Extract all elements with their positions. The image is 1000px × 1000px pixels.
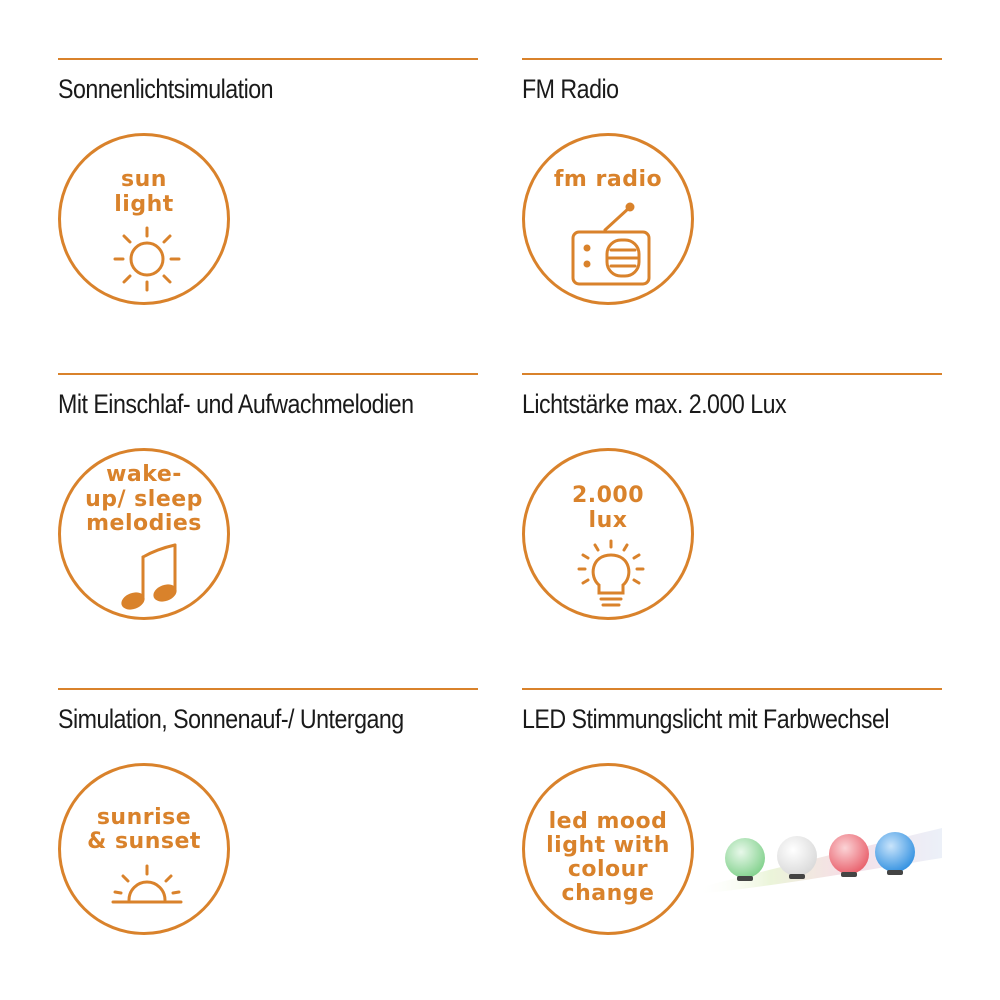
badge-line: sun bbox=[121, 167, 167, 192]
badge-line: light with bbox=[546, 833, 670, 858]
divider bbox=[58, 688, 478, 690]
feature-caption: FM Radio bbox=[522, 74, 619, 104]
badge-line: change bbox=[561, 881, 655, 906]
feature-badge bbox=[522, 448, 694, 620]
music-note-icon bbox=[61, 541, 233, 613]
divider bbox=[522, 373, 942, 375]
light-bulb-icon bbox=[525, 539, 697, 615]
feature-badge bbox=[522, 133, 694, 305]
divider bbox=[58, 373, 478, 375]
badge-line: & sunset bbox=[87, 829, 201, 854]
feature-caption: Sonnenlichtsimulation bbox=[58, 74, 274, 104]
feature-fm-radio bbox=[522, 58, 942, 358]
feature-brightness bbox=[522, 373, 942, 673]
badge-line: lux bbox=[588, 508, 628, 533]
feature-sunrise-sunset bbox=[58, 688, 478, 988]
feature-melodies bbox=[58, 373, 478, 673]
badge-line: led mood bbox=[548, 809, 668, 834]
badge-line: light bbox=[114, 192, 174, 217]
sun-icon bbox=[61, 224, 233, 294]
divider bbox=[522, 688, 942, 690]
divider bbox=[522, 58, 942, 60]
divider bbox=[58, 58, 478, 60]
sphere-blue bbox=[875, 832, 915, 875]
feature-led-mood-light bbox=[522, 688, 942, 988]
badge-line: up/ sleep bbox=[85, 487, 203, 512]
badge-line: sunrise bbox=[96, 805, 192, 830]
badge-line: wake- bbox=[106, 462, 182, 487]
feature-sunlight bbox=[58, 58, 478, 358]
sunrise-icon bbox=[61, 862, 233, 912]
badge-line: 2.000 bbox=[571, 483, 645, 508]
badge-line: fm radio bbox=[553, 167, 663, 192]
feature-badge bbox=[58, 448, 230, 620]
feature-caption: Lichtstärke max. 2.000 Lux bbox=[522, 389, 787, 419]
feature-caption: Simulation, Sonnenauf-/ Untergang bbox=[58, 704, 404, 734]
feature-caption: LED Stimmungslicht mit Farbwechsel bbox=[522, 704, 890, 734]
feature-caption: Mit Einschlaf- und Aufwachmelodien bbox=[58, 389, 414, 419]
badge-line: melodies bbox=[86, 511, 202, 536]
feature-badge bbox=[58, 133, 230, 305]
badge-line: colour bbox=[567, 857, 649, 882]
feature-badge bbox=[58, 763, 230, 935]
mood-light-spheres bbox=[697, 818, 942, 898]
radio-icon bbox=[525, 198, 697, 288]
feature-badge bbox=[522, 763, 694, 935]
